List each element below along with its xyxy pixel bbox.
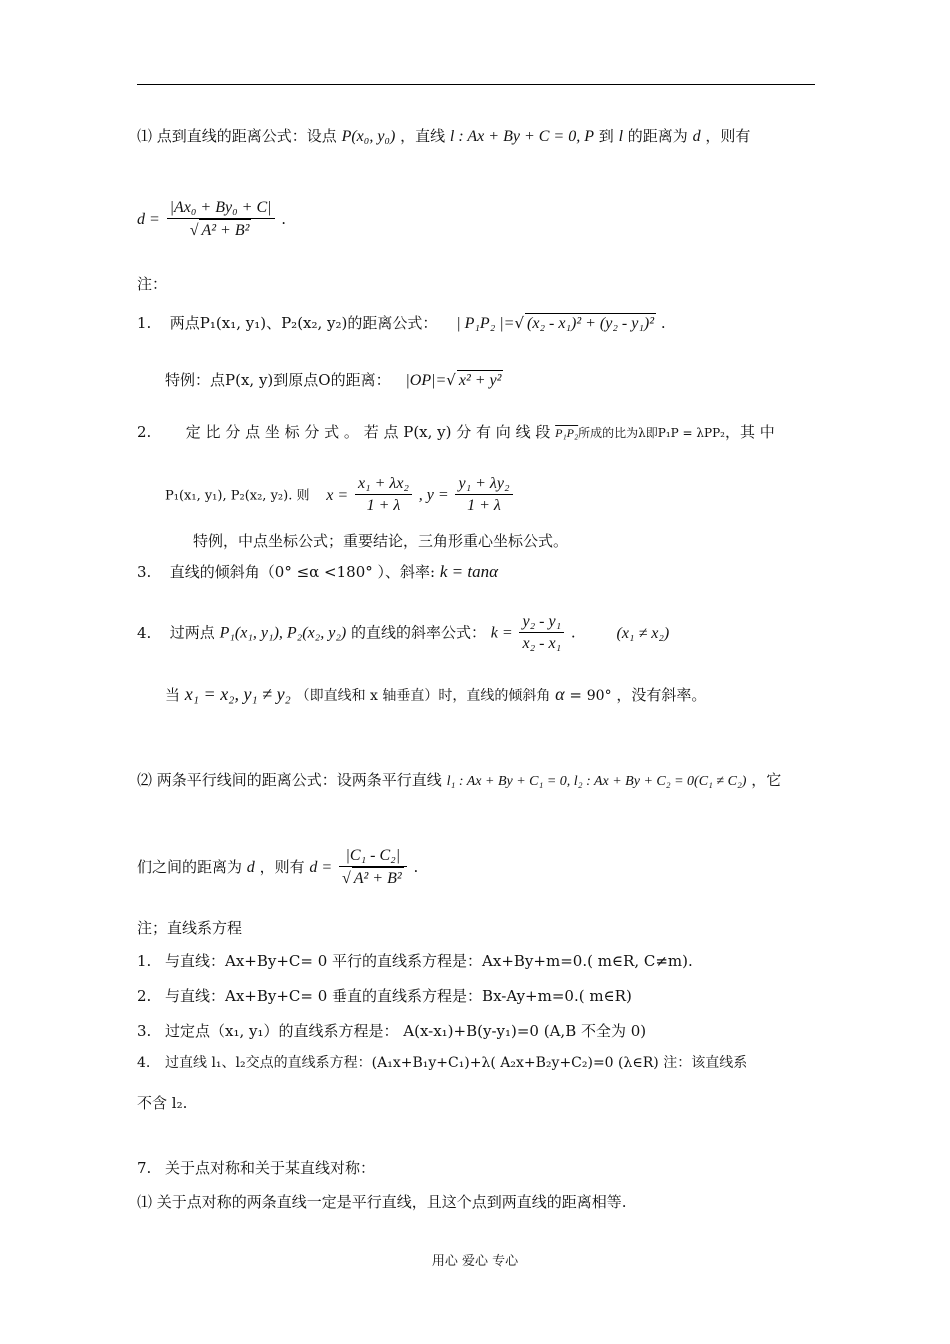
s1-point: P(x₀, y₀) [341,128,396,145]
s1-lead: ⑴ 点到直线的距离公式：设点 [137,127,337,145]
page-footer: 用心 爱心 专心 [431,1254,519,1269]
item1-example: 特例：点P(x, y)到原点O的距离： |OP|=√ x² + y² [165,371,502,389]
s1-fraction-den: A² + B² [199,219,251,242]
s1-mid: ，直线 [400,127,446,145]
s2-tail: ，它 [751,771,782,789]
s7-title: 关于点对称和关于某直线对称： [165,1159,376,1177]
s7-p1: ⑴ 关于点对称的两条直线一定是平行直线，且这个点到两直线的距离相等. [137,1193,627,1211]
s2-formula-line [137,846,418,890]
item4-when-text: （即直线和 x 轴垂直）时，直线的倾斜角 [295,688,551,704]
item2-label: 2. [137,423,152,441]
item4-text: 过两点 [169,623,215,642]
s7-label: 7. [137,1159,152,1177]
item1-example-text: 特例：点P(x, y)到原点O的距离： [165,371,391,389]
item4-end: . [570,623,576,642]
item2-text: 定 比 分 点 坐 标 分 式 。 若 点 P(x, y) 分 有 向 线 段 [185,423,551,441]
sys-text-4: 过直线 l₁、l₂交点的直线系方程：(A₁x+B₁y+C₁)+λ( A₂x+B₂y+C₂)=0 (λ∈R) 注：该直线系 [165,1055,748,1071]
s2-line [137,770,781,792]
item4-when-tail: ，没有斜率。 [616,686,707,704]
item1-formula: | P₁P₂ |= [456,315,515,332]
s1-d: d [692,128,701,145]
sys-label-2: 2. [137,987,152,1005]
s1-formula [137,198,286,242]
sys-label-1: 1. [137,952,152,970]
item2-y-den: 1 + λ [467,497,501,514]
item2-y-frac [455,474,512,517]
sys-text-1: 与直线：Ax+By+C= 0 平行的直线系方程是：Ax+By+m=0.( m∈R, C≠m). [165,952,693,970]
s7-title-line [137,1158,375,1178]
item2-y-lhs: , y = [418,486,449,504]
item2-seg: P₁P₂ [555,426,579,440]
item1-text: 两点P₁(x₁, y₁)、P₂(x₂, y₂)的距离公式： [169,314,438,332]
sys-label-3: 3. [137,1022,152,1040]
item2-x-den: 1 + λ [366,497,401,514]
item2-tail: ，其 中 [724,423,775,441]
sys-text-2: 与直线：Ax+By+C= 0 垂直的直线系方程是：Bx-Ay+m=0.( m∈R) [165,987,632,1005]
item2-example: 特例，中点坐标公式；重要结论，三角形重心坐标公式。 [193,532,569,550]
sys-item-4 [137,1053,747,1073]
item2-text2: 所成的比为λ即P₁P = λPP₂ [578,426,725,440]
s1-formula-lhs: d = [137,211,160,228]
s2-end: . [413,858,419,876]
item2-x-lhs: x = [326,486,349,504]
item4-when-label: 当 [165,686,181,704]
s2-mid: ，则有 [259,858,305,876]
item3-line [137,562,498,582]
item4-k-den: x₂ - x₁ [522,635,562,652]
sys-item-3 [137,1021,646,1041]
s1-fraction-num: |Ax₀ + By₀ + C| [167,198,275,219]
item1-ex-radicand: x² + y² [458,372,502,389]
item3-formula: k = tanα [439,562,499,581]
item2-y-num: y₁ + λy₂ [455,474,512,495]
item4-k-lhs: k = [490,624,513,642]
note1: 注： [137,275,168,293]
s1-l: l [618,128,624,145]
item4-points: P₁(x₁, y₁), P₂(x₂, y₂) [219,624,347,642]
sys-item-2 [137,986,632,1006]
note2: 注；直线系方程 [137,919,243,937]
item2-line [137,422,775,443]
s1-tail: ，则有 [705,127,751,145]
sys-text-3: 过定点（x₁, y₁）的直线系方程是： A(x-x₁)+B(y-y₁)=0 (A,B 不全为 0) [165,1022,647,1040]
item1-radicand: (x₂ - x₁)² + (y₂ - y₁)² [527,315,655,332]
s1-mid3: 的距离为 [627,127,688,145]
s2-fraction-num: |C₁ - C₂| [339,846,407,867]
item4-when-formula: x₁ = x₂, y₁ ≠ y₂ [184,684,291,704]
item3-label: 3. [137,563,152,581]
s2-d: d [246,859,255,876]
item2-x-frac [355,474,412,517]
item1-ex-formula: |OP|= [405,372,447,389]
item2-formula-line [165,474,515,517]
s1-formula-end: . [281,210,287,228]
s2-fraction: $\frac{\text{|C₁ - C₂|}}{\text{√ A² + B²}}$ [339,846,407,890]
item4-deg: 90° [586,688,612,704]
item1-label: 1. [137,314,152,332]
item4-when [165,684,706,706]
sys-item-4-cont: 不含 l₂. [137,1094,188,1112]
item4-alpha: α [555,684,565,704]
s1-line [137,126,750,147]
sys-item-1 [137,951,693,971]
header-rule [137,84,815,85]
item4-text2: 的直线的斜率公式： [351,623,487,642]
s2-lhs: d = [309,859,333,876]
item4-eq: = [569,686,582,704]
item4-k-num: y₂ - y₁ [519,612,564,633]
sys-label-4: 4. [137,1055,151,1071]
item2-line2: P₁(x₁, y₁), P₂(x₂, y₂). 则 [165,488,310,504]
s2-lead: ⑵ 两条平行线间的距离公式：设两条平行直线 [137,771,442,789]
item4-k-frac [519,612,564,655]
item1-line: 1. 两点P₁(x₁, y₁)、P₂(x₂, y₂)的距离公式： | P₁P₂ |=√ (x₂ - x₁)² + (y₂ - y₁)² . [137,314,666,332]
s2-eqs: l₁ : Ax + By + C₁ = 0, l₂ : Ax + By + C₂ = 0(C₁ ≠ C₂) [446,774,747,789]
item4-cond: (x₁ ≠ x₂) [616,624,670,642]
s2-fraction-den: A² + B² [352,867,404,890]
s1-fraction: $\frac{\text{|Ax₀ + By₀ + C|}}{\text{√ A² + B²}}$ [167,198,275,242]
item4-label: 4. [137,623,152,642]
item2-x-num: x₁ + λx₂ [355,474,412,495]
s2-line2: 们之间的距离为 [137,858,243,876]
item4-line [137,612,669,655]
s1-line-eq: l : Ax + By + C = 0, P [449,128,594,145]
item1-end: . [660,314,666,332]
item3-text: 直线的倾斜角（0° ≤α <180° ）、斜率: [169,563,436,581]
s1-mid2: 到 [598,127,614,145]
